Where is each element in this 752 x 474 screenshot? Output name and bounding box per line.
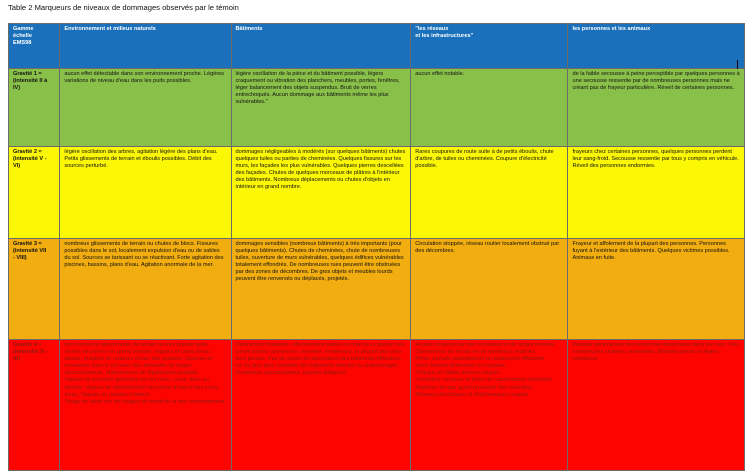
cell-personnes: frayeurs chez certaines personnes, quelques personnes perdent leur sang-froid. Secousse ressentie par tous y compris en véhicule. Réveil des personnes endormies. xyxy=(568,147,745,239)
cell-personnes: de la faible secousse à peine perceptible par quelques personnes à une secousse ressentie par de nombreuses personnes mais ne créant pas de frayeur particulière. Réveil de certaines personnes. xyxy=(568,69,745,147)
cell-personnes: Frayeur et affolement de la plupart des personnes. Personnes fuyant à l'extérieur des bâtiments. Quelques victimes possibles. Animaux en fuite. xyxy=(568,239,745,340)
cell-batiments: légère oscillation de la pièce et du bâtiment possible, légers craquement ou vibration des planchers, meubles, portes, fenêtres, léger balancement des objets suspendus. Bruit de verres entrechoqués. Aucun dommage aux bâtiments même les plus vulnérables." xyxy=(231,69,411,147)
table-caption: Table 2 Marqueurs de niveaux de dommages observés par le témoin xyxy=(8,3,239,12)
header-batiments: Bâtiments xyxy=(231,24,411,69)
header-environnement: Environnement et milieux naturels xyxy=(60,24,231,69)
cell-reseaux: Rares coupures de route suite à de petits éboulis, chute d'arbre, de tuiles ou cheminées. Coupure d'électricité possible. xyxy=(411,147,568,239)
cell-reseaux: Routes coupées par des crevasses et de larges fissures. Glissements de terrain en de nombreux endroits. Ponts, tunnels partiellement ou totalement effondrés. Voies ferrées déformées et coupées. Poteaux et câbles aériens coupés. Conduites rompues et fuites de canalisations enterrées. Ruptures de gaz ayant provoqué des incendies. Réseaux électriques et téléphoniques coupés. xyxy=(411,340,568,471)
header-personnes: les personnes et les animaux xyxy=(568,24,745,69)
cell-reseaux: aucun effet notable. xyxy=(411,69,568,147)
table-header-row xyxy=(9,24,745,69)
cell-batiments: dommages sensibles (nombreux bâtiments) à très importants (pour quelques bâtiments). Chutes de cheminées, chute de nombreuses tuiles, ouverture de murs vulnérables, quelques édifices vulnérables totalement effondrés. De nombreuses rues peuvent être obstruées par des zones de décombres. De gros objets et meubles lourds peuvent être renversés ou déplacés, projetés. xyxy=(231,239,411,340)
cell-batiments: Destruction fréquente, effondrement partiel ou total de la plupart des constructions (anciennes, récentes, modernes), la plupart des sites sont perdus. Pas de zones de décombres des bâtiments effondrés. Un de plus plus complète des bâtiments détruits ou endommagés (nombreux spectaculaires, quartier défiguré). xyxy=(231,340,411,471)
cell-environnement: légère oscillation des arbres, agitation légère des plans d'eau. Petits glissements de terrain et éboulis possibles. Débit des sources perturbé. xyxy=(60,147,231,239)
cell-environnement: aucun effet détectable dans son environnement proche. Légères variations de niveau d'eau dans les puits possibles. xyxy=(60,69,231,147)
cell-environnement: nombreux glissements de terrain ou chutes de blocs. Fissures possibles dans le sol, localement expulsion d'eau ou de sables du sol. Sources se tarissant ou se réactivant. Forte agitation des piscines, bassins, plans d'eau. Agitation anormale de la mer. xyxy=(60,239,231,340)
cell-batiments: dommages négligeables à modérés (sur quelques bâtiments) chutes quelques tuiles ou parties de cheminées. Quelques fissures sur les murs, les façades les plus vulnérables. Quelques pierres descellées des façades. Chutes de quelques morceaux de plâtres à l'intérieur des bâtiments. Nombreux déplacements ou chutes d'objets en intérieur en grand nombre. xyxy=(231,147,411,239)
table-row xyxy=(9,69,745,147)
header-gravite: Gamme échelle EMS98 xyxy=(9,24,60,69)
cell-environnement: très nombreux glissements de terrain ou très grande taille, chutes de pierres en grand nombre. Vagues et cours d'eau déviés, irruption de cratères d'eau, des graviers. Sources et crevasses dans le sol avec des dénivelés de larges décrochements, phénomènes de liquéfaction possible. Vagues de pression générées sur les rives, crues, liées au séisme. Vagues de débordement des plans d'eau et des cours d'eau. Vagues ou marées (côtiers). Tirage de sable sur les rivages et retrait de la mer anormalement. xyxy=(60,340,231,471)
cell-gravite: Gravité 4 ≈ (intensité IX - XI) xyxy=(9,340,60,471)
cell-gravite: Gravité 1 ≈ (intensité II à IV) xyxy=(9,69,60,147)
table-row xyxy=(9,239,745,340)
damage-markers-table xyxy=(8,23,745,471)
table-row xyxy=(9,147,745,239)
cell-personnes: Panique généralisée des personnes dispersées dans les rues. Très nombreuses victimes, ensevelies. Blessés graves et légers nombreux. xyxy=(568,340,745,471)
cell-gravite: Gravité 2 ≈ (intensité V - VI) xyxy=(9,147,60,239)
cell-reseaux: Circulation stoppée, réseau routier localement obstrué par des décombres. xyxy=(411,239,568,340)
header-reseaux: "les réseaux et les infrastructures" xyxy=(411,24,568,69)
cell-gravite: Gravité 3 ≈ (intensité VII - VIII) xyxy=(9,239,60,340)
text-cursor xyxy=(737,60,738,69)
table-row xyxy=(9,340,745,471)
